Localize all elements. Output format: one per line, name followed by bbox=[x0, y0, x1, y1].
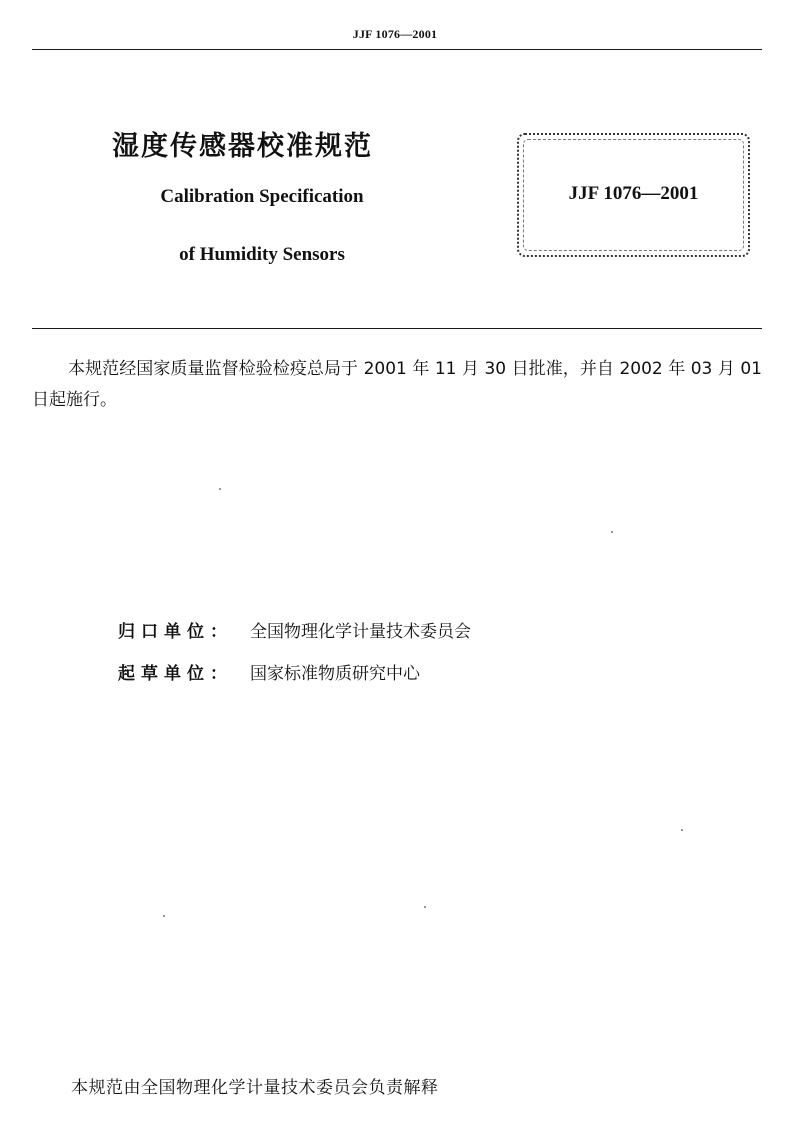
running-header: JJF 1076—2001 bbox=[352, 27, 438, 41]
title-english-line2: of Humidity Sensors bbox=[179, 244, 345, 265]
footer-note: 本规范由全国物理化学计量技术委员会负责解释 bbox=[71, 1078, 439, 1098]
approval-paragraph: 本规范经国家质量监督检验检疫总局于 2001 年 11 月 30 日批准，并自 2002 年 03 月 01 日起施行。 bbox=[32, 359, 762, 410]
title-chinese: 湿度传感器校准规范 bbox=[112, 131, 373, 162]
scan-speck bbox=[681, 829, 683, 831]
org-label: 起草单位： bbox=[118, 664, 233, 684]
org-row-drafting bbox=[118, 659, 420, 684]
title-english-line1: Calibration Specification bbox=[160, 186, 364, 207]
org-value: 国家标准物质研究中心 bbox=[250, 664, 420, 684]
standard-code: JJF 1076—2001 bbox=[568, 183, 699, 204]
org-label: 归口单位： bbox=[118, 622, 233, 642]
section-rule bbox=[32, 328, 762, 329]
org-value: 全国物理化学计量技术委员会 bbox=[250, 622, 471, 642]
scan-speck bbox=[611, 531, 613, 533]
standard-code-box bbox=[517, 133, 750, 257]
scan-speck bbox=[219, 488, 221, 490]
header-rule bbox=[32, 49, 762, 50]
scan-speck bbox=[163, 915, 165, 917]
scan-speck bbox=[424, 906, 426, 908]
org-row-responsible bbox=[118, 617, 471, 642]
